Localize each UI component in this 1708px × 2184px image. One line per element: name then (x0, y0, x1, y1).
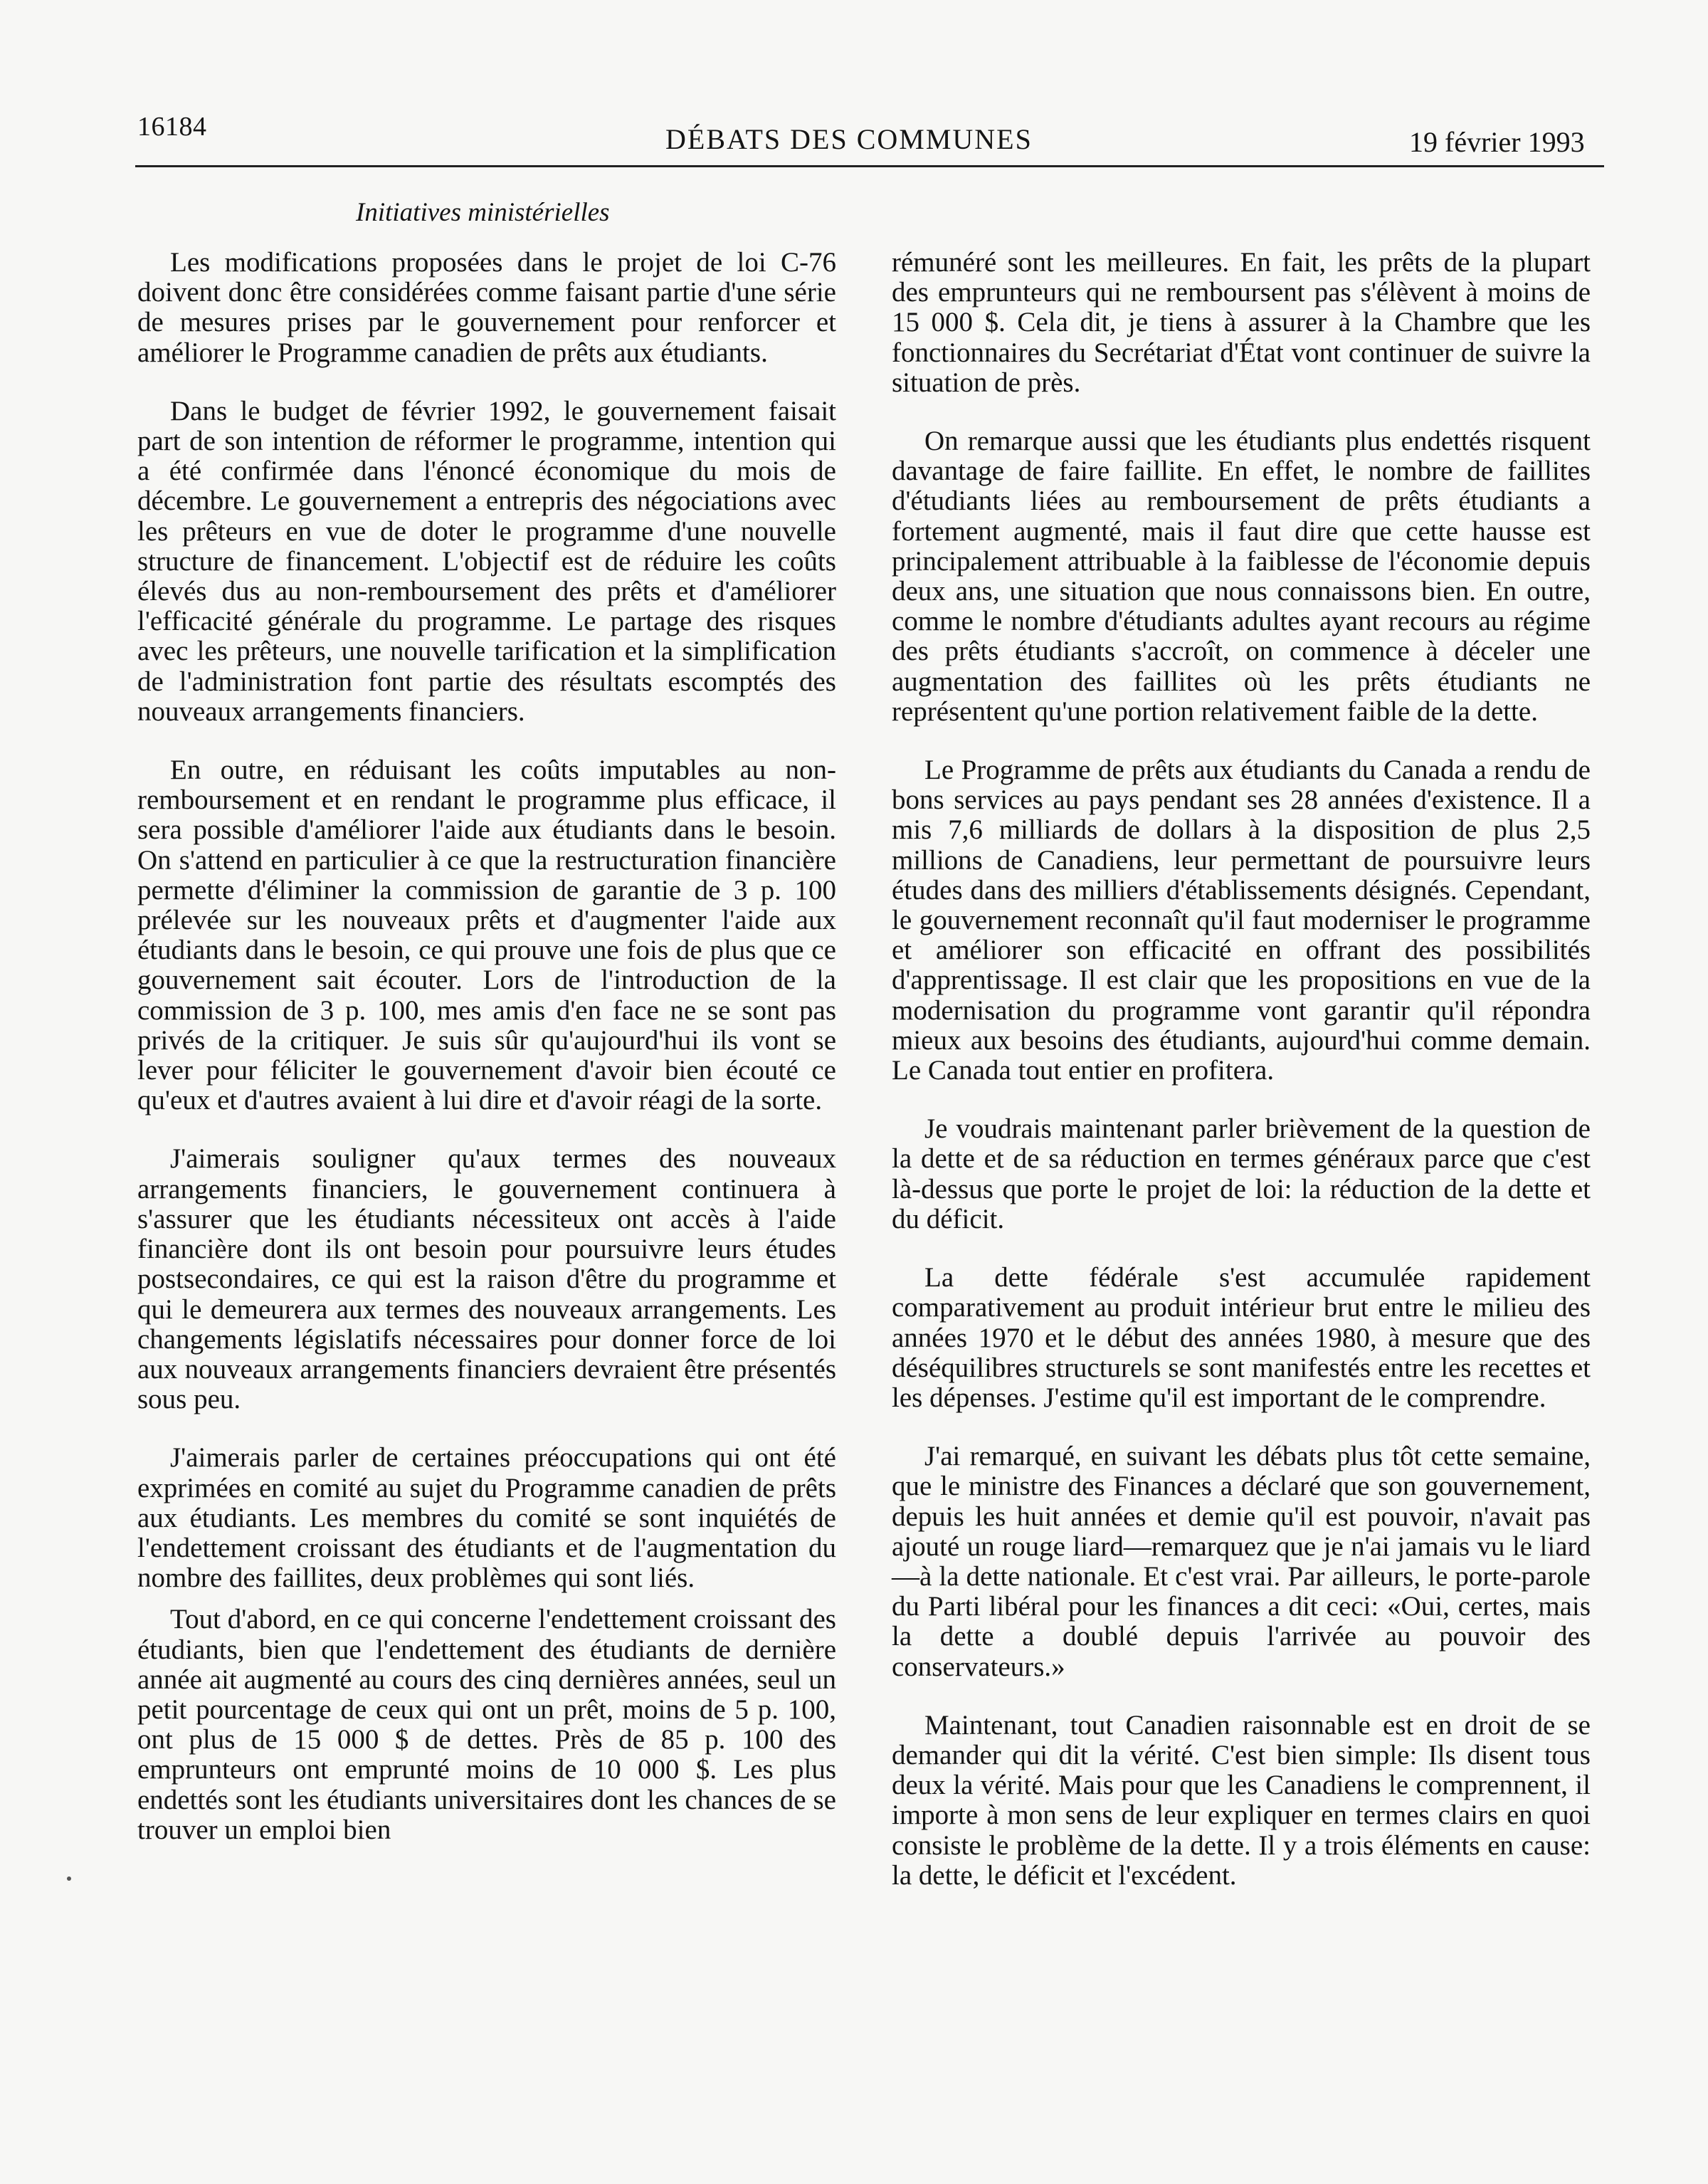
running-title: DÉBATS DES COMMUNES (665, 123, 1033, 155)
paragraph: On remarque aussi que les étudiants plus endettés risquent davantage de faire faillite. En effet, le nombre de faillites d'étudiants liées au remboursement de prêts étudiants a fortement augmenté, mais il faut dire que cette hausse est principalement attribuable à la faiblesse de l'économie depuis deux ans, une situation que nous connaissons bien. En outre, comme le nombre d'étudiants adultes ayant recours au régime des prêts étudiants s'accroît, on commence à déceler une augmentation des faillites où les prêts étudiants ne représentent qu'une portion relativement faible de la dette. (892, 426, 1591, 727)
paragraph: J'ai remarqué, en suivant les débats plus tôt cette semaine, que le ministre des Finances a déclaré que son gouvernement, depuis les huit années et demie qu'il est pouvoir, n'avait pas ajouté un rouge liard—remarquez que je n'ai jamais vu le liard—à la dette nationale. Et c'est vrai. Par ailleurs, le porte-parole du Parti libéral pour les finances a dit ceci: «Oui, certes, mais la dette a doublé depuis l'arrivée au pouvoir des conservateurs.» (892, 1441, 1591, 1682)
paragraph: La dette fédérale s'est accumulée rapidement comparativement au produit intérieur brut entre le milieu des années 1970 et le début des années 1980, à mesure que des déséquilibres structurels se sont manifestés entre les recettes et les dépenses. J'estime qu'il est important de le comprendre. (892, 1262, 1591, 1413)
paragraph: J'aimerais parler de certaines préoccupations qui ont été exprimées en comité au sujet du Programme canadien de prêts aux étudiants. Les membres du comité se sont inquiétés de l'endettement croissant des étudiants et de l'augmentation du nombre des faillites, deux problèmes qui sont liés. (137, 1442, 836, 1594)
paragraph: Maintenant, tout Canadien raisonnable est en droit de se demander qui dit la vérité. C'est bien simple: Ils disent tous deux la vérité. Mais pour que les Canadiens le comprennent, il importe à mon sens de leur expliquer en termes clairs en quoi consiste le problème de la dette. Il y a trois éléments en cause: la dette, le déficit et l'excédent. (892, 1709, 1591, 1891)
paragraph: Tout d'abord, en ce qui concerne l'endettement croissant des étudiants, bien que l'endettement des étudiants de dernière année ait augmenté au cours des cinq dernières années, seul un petit pourcentage de ceux qui ont un prêt, moins de 5 p. 100, ont plus de 15 000 $ de dettes. Près de 85 p. 100 des emprunteurs ont emprunté moins de 10 000 $. Les plus endettés sont les étudiants universitaires dont les chances de se trouver un emploi bien (137, 1604, 836, 1845)
page-number: 16184 (137, 112, 207, 142)
paragraph: Dans le budget de février 1992, le gouvernement faisait part de son intention de réformer le programme, intention qui a été confirmée dans l'énoncé économique du mois de décembre. Le gouvernement a entrepris des négociations avec les prêteurs en vue de doter le programme d'une nouvelle structure de financement. L'objectif est de réduire les coûts élevés dus au non-remboursement des prêts et d'améliorer l'efficacité générale du programme. Le partage des risques avec les prêteurs, une nouvelle tarification et la simplification de l'administration font partie des résultats escomptés des nouveaux arrangements financiers. (137, 395, 836, 727)
paragraph: En outre, en réduisant les coûts imputables au non-remboursement et en rendant le programme plus efficace, il sera possible d'améliorer l'aide aux étudiants dans le besoin. On s'attend en particulier à ce que la restructuration financière permette d'éliminer la commission de garantie de 3 p. 100 prélevée sur les nouveaux prêts et d'augmenter l'aide aux étudiants dans le besoin, ce qui prouve une fois de plus que ce gouvernement sait écouter. Lors de l'introduction de la commission de 3 p. 100, mes amis d'en face ne se sont pas privés de la critiquer. Je suis sûr qu'aujourd'hui ils vont se lever pour féliciter le gouvernement d'avoir bien écouté ce qu'eux et d'autres avaient à lui dire et d'avoir réagi de la sorte. (137, 755, 836, 1116)
paragraph: rémunéré sont les meilleures. En fait, les prêts de la plupart des emprunteurs qui ne remboursent pas s'élèvent à moins de 15 000 $. Cela dit, je tiens à assurer à la Chambre que les fonctionnaires du Secrétariat d'État vont continuer de suivre la situation de près. (892, 247, 1591, 398)
paragraph: Les modifications proposées dans le projet de loi C-76 doivent donc être considérées comme faisant partie d'une série de mesures prises par le gouvernement pour renforcer et améliorer le Programme canadien de prêts aux étudiants. (137, 247, 836, 368)
paragraph: Je voudrais maintenant parler brièvement de la question de la dette et de sa réduction en termes généraux parce que c'est là-dessus que porte le projet de loi: la réduction de la dette et du déficit. (892, 1113, 1591, 1234)
paragraph: J'aimerais souligner qu'aux termes des nouveaux arrangements financiers, le gouvernement continuera à s'assurer que les étudiants nécessiteux ont accès à l'aide financière dont ils ont besoin pour poursuivre leurs études postsecondaires, ce qui est la raison d'être du programme et qui le demeurera aux termes des nouveaux arrangements. Les changements législatifs nécessaires pour donner force de loi aux nouveaux arrangements financiers devraient être présentés sous peu. (137, 1143, 836, 1415)
page-date: 19 février 1993 (1409, 126, 1585, 158)
right-column (892, 248, 1591, 2013)
scan-speck (67, 1876, 71, 1881)
left-column (137, 248, 836, 2013)
header-rule (135, 165, 1604, 167)
paragraph: Le Programme de prêts aux étudiants du Canada a rendu de bons services au pays pendant ses 28 années d'existence. Il a mis 7,6 milliards de dollars à la disposition de plus 2,5 millions de Canadiens, leur permettant de poursuivre leurs études dans des milliers d'établissements désignés. Cependant, le gouvernement reconnaît qu'il faut moderniser le programme et améliorer son efficacité en offrant des possibilités d'apprentissage. Il est clair que les propositions en vue de la modernisation du programme vont garantir qu'il répondra mieux aux besoins des étudiants, aujourd'hui comme demain. Le Canada tout entier en profitera. (892, 755, 1591, 1086)
section-heading: Initiatives ministérielles (356, 198, 610, 227)
